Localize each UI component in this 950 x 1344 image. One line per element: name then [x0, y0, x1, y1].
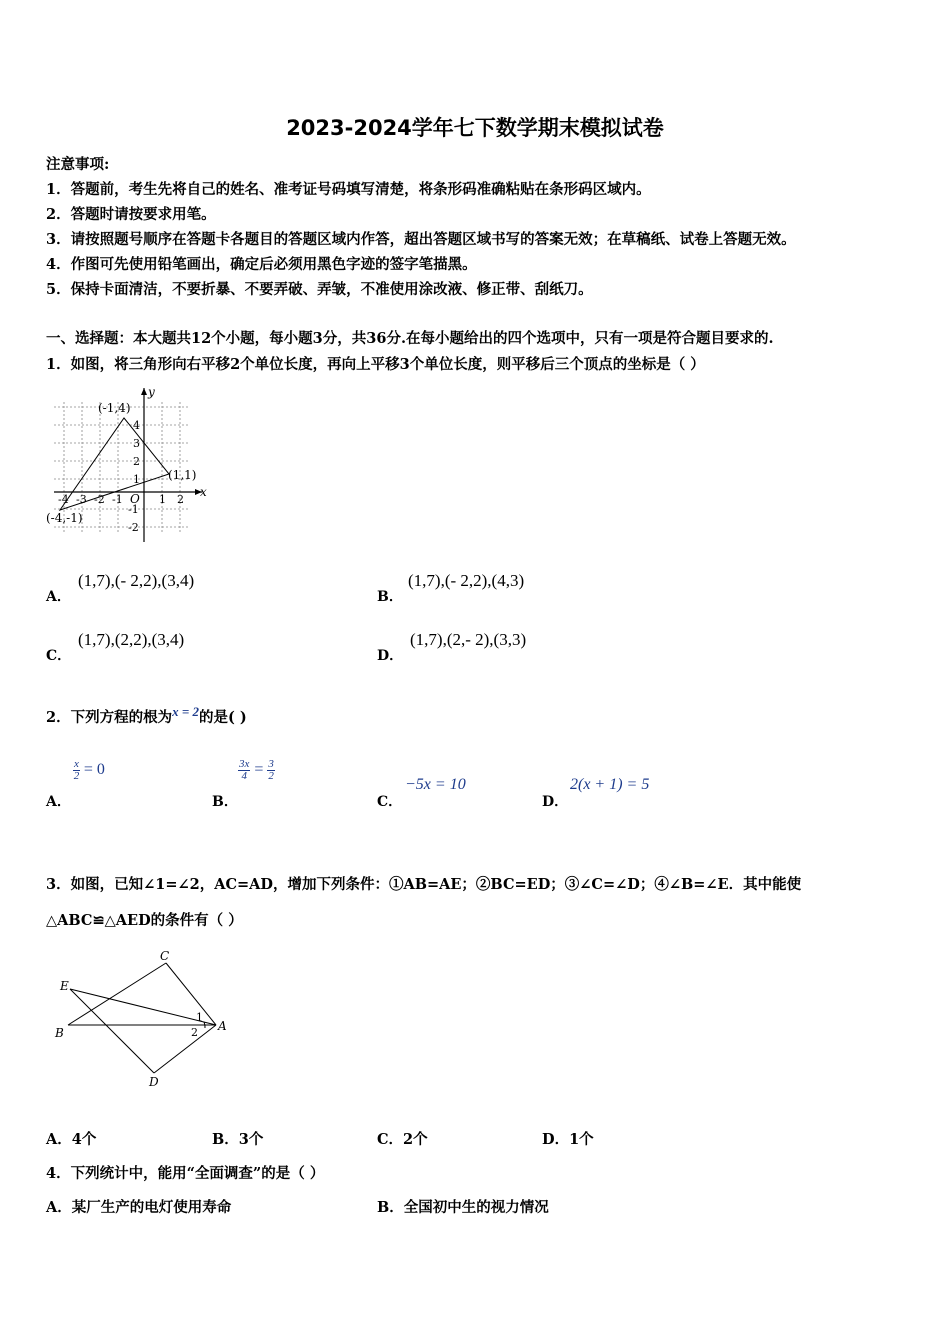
page-title: 2023-2024学年七下数学期末模拟试卷: [286, 116, 664, 140]
question-2-text: [46, 704, 247, 727]
y-tick: 2: [133, 455, 140, 468]
figure-labels: [54, 949, 227, 1088]
q2-option-b[interactable]: $\frac{3x}{4}$ = $\frac{3}{2}$: [239, 758, 274, 782]
q4-option-b[interactable]: B．全国初中生的视力情况: [377, 1199, 549, 1216]
y-tick: 3: [133, 437, 140, 450]
q2-option-a[interactable]: $\frac{x}{2}$ = 0: [73, 758, 105, 782]
q2-text-before: 2．下列方程的根为: [46, 709, 173, 726]
origin-label: O: [130, 492, 140, 506]
q3-option-d[interactable]: D．1个: [542, 1131, 594, 1148]
fraction: $\frac{3}{2}$: [268, 758, 274, 782]
x-tick: -2: [94, 493, 105, 506]
q1-option-d[interactable]: (1,7),(2,- 2),(3,3): [410, 630, 527, 649]
x-tick: -3: [76, 493, 87, 506]
fraction: $\frac{x}{2}$: [73, 758, 80, 782]
question-3-text: 3．如图，已知∠1=∠2，AC=AD，增加下列条件：①AB=AE；②BC=ED；③∠C=∠D；④∠B=∠E．其中能使: [46, 876, 802, 893]
x-tick-labels: [58, 493, 184, 506]
q4-option-a[interactable]: A．某厂生产的电灯使用寿命: [46, 1199, 232, 1216]
y-tick: 1: [133, 473, 140, 486]
x-tick: 2: [177, 493, 184, 506]
y-arrow-icon: [141, 388, 147, 395]
notice-item: 3．请按照题号顺序在答题卡各题目的答题区域内作答，超出答题区域书写的答案无效；在草稿纸、试卷上答题无效。: [46, 231, 796, 248]
question-4-text: 4．下列统计中，能用“全面调查”的是（ ）: [46, 1165, 325, 1182]
option-letter: D．: [377, 648, 404, 664]
notice-item: 4．作图可先使用铅笔画出，确定后必须用黑色字迹的签字笔描黑。: [46, 256, 477, 273]
q2-option-d[interactable]: 2(x + 1) = 5: [570, 776, 650, 793]
label-angle-2: 2: [191, 1026, 198, 1039]
q3-option-b[interactable]: B．3个: [212, 1131, 264, 1148]
q2-option-c[interactable]: −5x = 10: [405, 776, 466, 793]
x-tick: -4: [58, 493, 69, 506]
question-3-text-line2: △ABC≌△AED的条件有（ ）: [46, 912, 243, 929]
label-c: C: [160, 949, 170, 963]
option-letter: C．: [377, 794, 403, 810]
notice-item: 2．答题时请按要求用笔。: [46, 206, 216, 223]
y-tick: -2: [128, 521, 139, 534]
option-letter: D．: [542, 794, 569, 810]
option-letter: B．: [212, 794, 238, 810]
notice-item: 1．答题前，考生先将自己的姓名、准考证号码填写清楚，将条形码准确粘贴在条形码区域内。: [46, 181, 651, 198]
q1-option-b[interactable]: (1,7),(- 2,2),(4,3): [408, 571, 525, 590]
label-a: A: [218, 1019, 227, 1033]
label-e: E: [60, 979, 69, 993]
label-b: B: [55, 1026, 64, 1040]
option-letter: A．: [46, 589, 71, 605]
label-top-vertex: (-1,4): [98, 401, 131, 415]
q2-root: x = 2: [172, 704, 200, 719]
notice-item: 5．保持卡面清洁，不要折暴、不要弄破、弄皱，不准使用涂改液、修正带、刮纸刀。: [46, 281, 593, 298]
section-heading: 一、选择题：本大题共12个小题，每小题3分，共36分.在每小题给出的四个选项中，只有一项是符合题目要求的.: [46, 330, 774, 347]
triangle-figure: [50, 946, 240, 1088]
option-letter: B．: [377, 589, 403, 605]
x-label: x: [200, 485, 207, 499]
q3-option-a[interactable]: A．4个: [46, 1131, 97, 1148]
y-tick: 4: [133, 419, 140, 432]
label-left-vertex: (-4,-1): [46, 511, 83, 525]
fraction: $\frac{3x}{4}$: [239, 758, 250, 782]
q1-option-a[interactable]: (1,7),(- 2,2),(3,4): [78, 571, 195, 590]
q2-text-after: 的是( ): [199, 709, 247, 726]
y-tick-labels: [128, 419, 140, 534]
option-letter: C．: [46, 648, 72, 664]
q1-option-c[interactable]: (1,7),(2,2),(3,4): [78, 630, 185, 649]
y-label: y: [148, 385, 155, 399]
x-tick: 1: [159, 493, 166, 506]
label-right-vertex: (1,1): [168, 468, 197, 482]
notice-heading: 注意事项:: [46, 156, 110, 173]
y-tick: -1: [128, 503, 139, 516]
label-d: D: [149, 1075, 159, 1088]
coordinate-grid-figure: [44, 382, 214, 547]
question-1-text: 1．如图，将三角形向右平移2个单位长度，再向上平移3个单位长度，则平移后三个顶点的坐标是（ ）: [46, 356, 705, 373]
label-angle-1: 1: [196, 1011, 203, 1024]
option-letter: A．: [46, 794, 71, 810]
q3-option-c[interactable]: C．2个: [377, 1131, 428, 1148]
x-tick: -1: [112, 493, 123, 506]
figure-lines: [68, 963, 216, 1073]
